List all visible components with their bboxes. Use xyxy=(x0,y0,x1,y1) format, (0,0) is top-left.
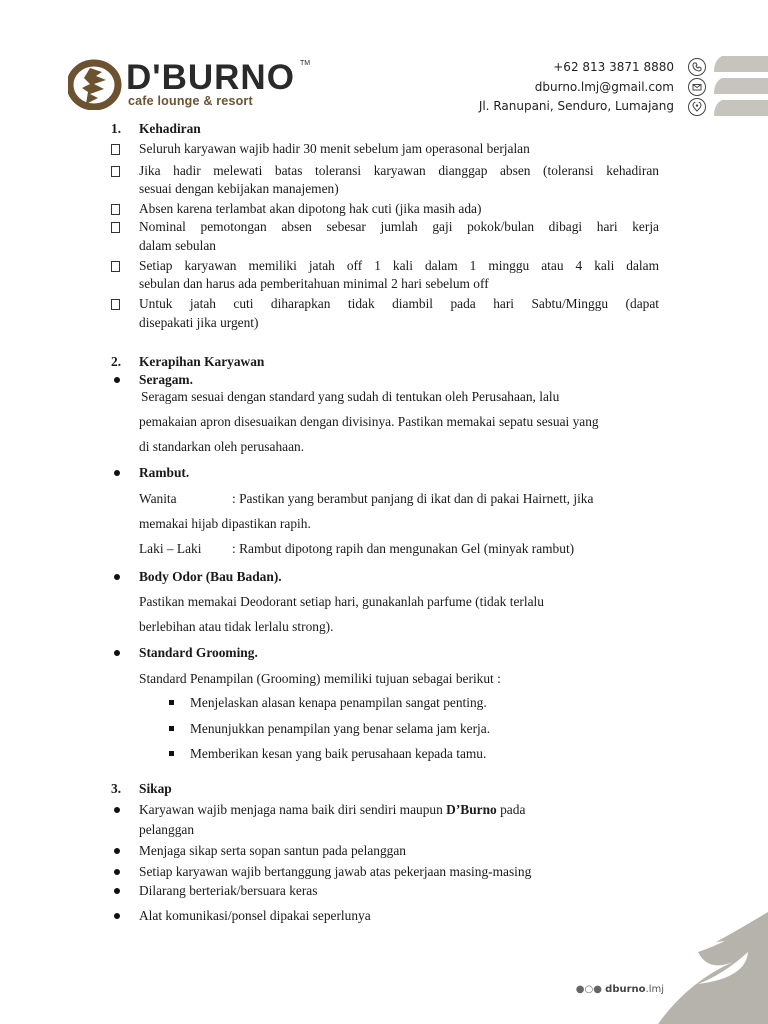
section-2-number: 2. xyxy=(111,354,122,369)
checkbox-icon xyxy=(111,166,120,177)
sikap-item-1-text-a: Karyawan wajib menjaga nama baik diri sendiri maupun xyxy=(139,802,447,817)
checkbox-icon xyxy=(111,261,120,272)
wanita-text: : Pastikan yang berambut panjang di ikat dan di pakai Hairnett, jika xyxy=(232,491,594,506)
kehadiran-item-6: Untuk jatah cuti diharapkan tidak diambil pada hari Sabtu/Minggu (dapat xyxy=(139,296,659,311)
seragam-line-2: pemakaian apron disesuaikan dengan divisinya. Pastikan memakai sepatu sesuai yang xyxy=(139,414,599,429)
checkbox-icon xyxy=(111,204,120,215)
kehadiran-item-5-cont: sebulan dan harus ada pemberitahuan minimal 2 hari sebelum off xyxy=(139,276,489,291)
company-logo xyxy=(68,58,318,112)
contact-email: dburno.lmj@gmail.com xyxy=(534,80,674,94)
square-bullet-icon xyxy=(169,726,174,731)
checkbox-icon xyxy=(111,222,120,233)
section-2-title: Kerapihan Karyawan xyxy=(139,354,265,369)
laki-text: : Rambut dipotong rapih dan mengunakan Gel (minyak rambut) xyxy=(232,541,575,556)
wanita-text-cont: memakai hijab dipastikan rapih. xyxy=(139,516,311,531)
section-3-title: Sikap xyxy=(139,781,172,796)
seragam-line-1: Seragam sesuai dengan standard yang sudah di tentukan oleh Perusahaan, lalu xyxy=(141,389,560,404)
wanita-label: Wanita xyxy=(139,491,177,506)
section-3-number: 3. xyxy=(111,781,122,796)
bullet-icon xyxy=(114,650,120,656)
rambut-title: Rambut. xyxy=(139,465,190,480)
footer-handle: dburno xyxy=(605,984,646,995)
grooming-item-2: Menunjukkan penampilan yang benar selama jam kerja. xyxy=(190,721,491,736)
dburno-logo-icon xyxy=(68,58,128,110)
kehadiran-item-4: Nominal pemotongan absen sebesar jumlah gaji pokok/bulan dibagi hari kerja xyxy=(139,219,659,234)
bullet-icon xyxy=(114,869,120,875)
grooming-item-3: Memberikan kesan yang baik perusahaan kepada tamu. xyxy=(190,746,487,761)
bullet-icon xyxy=(114,913,120,919)
kehadiran-item-1: Seluruh karyawan wajib hadir 30 menit sebelum jam operasonal berjalan xyxy=(139,141,530,156)
kehadiran-item-3: Absen karena terlambat akan dipotong hak cuti (jika masih ada) xyxy=(139,201,482,216)
trademark-mark: TM xyxy=(300,60,311,67)
grooming-title: Standard Grooming. xyxy=(139,645,258,660)
bullet-icon xyxy=(114,888,120,894)
bullet-icon xyxy=(114,470,120,476)
contact-address: Jl. Ranupani, Senduro, Lumajang xyxy=(478,99,674,113)
grooming-intro: Standard Penampilan (Grooming) memiliki tujuan sebagai berikut : xyxy=(139,671,501,686)
section-1-number: 1. xyxy=(111,121,122,136)
sikap-item-5: Alat komunikasi/ponsel dipakai seperlunya xyxy=(139,908,371,923)
brand-tagline: cafe lounge & resort xyxy=(128,94,253,108)
grooming-item-1: Menjelaskan alasan kenapa penampilan sangat penting. xyxy=(190,695,487,710)
seragam-title: Seragam. xyxy=(139,372,193,387)
bullet-icon xyxy=(114,574,120,580)
section-1-title: Kehadiran xyxy=(139,121,201,136)
square-bullet-icon xyxy=(169,751,174,756)
sikap-item-1 xyxy=(139,801,525,819)
contact-phone: +62 813 3871 8880 xyxy=(553,60,674,74)
kehadiran-item-2: Jika hadir melewati batas toleransi karyawan dianggap absen (toleransi kehadiran xyxy=(139,163,659,178)
location-icon xyxy=(688,98,706,116)
sikap-item-4: Dilarang berteriak/bersuara keras xyxy=(139,883,318,898)
social-icons: ●○● xyxy=(575,984,606,995)
kehadiran-item-6-cont: disepakati jika urgent) xyxy=(139,315,259,330)
decorative-leaf-icon xyxy=(638,912,768,1024)
body-odor-title: Body Odor (Bau Badan). xyxy=(139,569,282,584)
sikap-item-1-brand: D’Burno xyxy=(446,802,497,817)
brand-name: D'BURNO xyxy=(126,58,295,97)
phone-icon xyxy=(688,58,706,76)
checkbox-icon xyxy=(111,299,120,310)
sikap-item-3: Setiap karyawan wajib bertanggung jawab atas pekerjaan masing-masing xyxy=(139,864,532,879)
bullet-icon xyxy=(114,377,120,383)
sikap-item-2: Menjaga sikap serta sopan santun pada pelanggan xyxy=(139,843,406,858)
laki-label: Laki – Laki xyxy=(139,541,202,556)
kehadiran-item-4-cont: dalam sebulan xyxy=(139,238,216,253)
footer-handle-suffix: .lmj xyxy=(645,984,664,995)
sikap-item-1-cont: pelanggan xyxy=(139,822,195,837)
bullet-icon xyxy=(114,848,120,854)
seragam-line-3: di standarkan oleh perusahaan. xyxy=(139,439,305,454)
body-odor-line-1: Pastikan memakai Deodorant setiap hari, gunakanlah parfume (tidak terlalu xyxy=(139,594,544,609)
decorative-stripes-icon xyxy=(714,56,768,118)
email-icon xyxy=(688,78,706,96)
body-odor-line-2: berlebihan atau tidak lerlalu strong). xyxy=(139,619,334,634)
kehadiran-item-2-cont: sesuai dengan kebijakan manajemen) xyxy=(139,181,339,196)
bullet-icon xyxy=(114,807,120,813)
sikap-item-1-text-b: pada xyxy=(496,802,526,817)
checkbox-icon xyxy=(111,144,120,155)
square-bullet-icon xyxy=(169,700,174,705)
kehadiran-item-5: Setiap karyawan memiliki jatah off 1 kali dalam 1 minggu atau 4 kali dalam xyxy=(139,258,659,273)
